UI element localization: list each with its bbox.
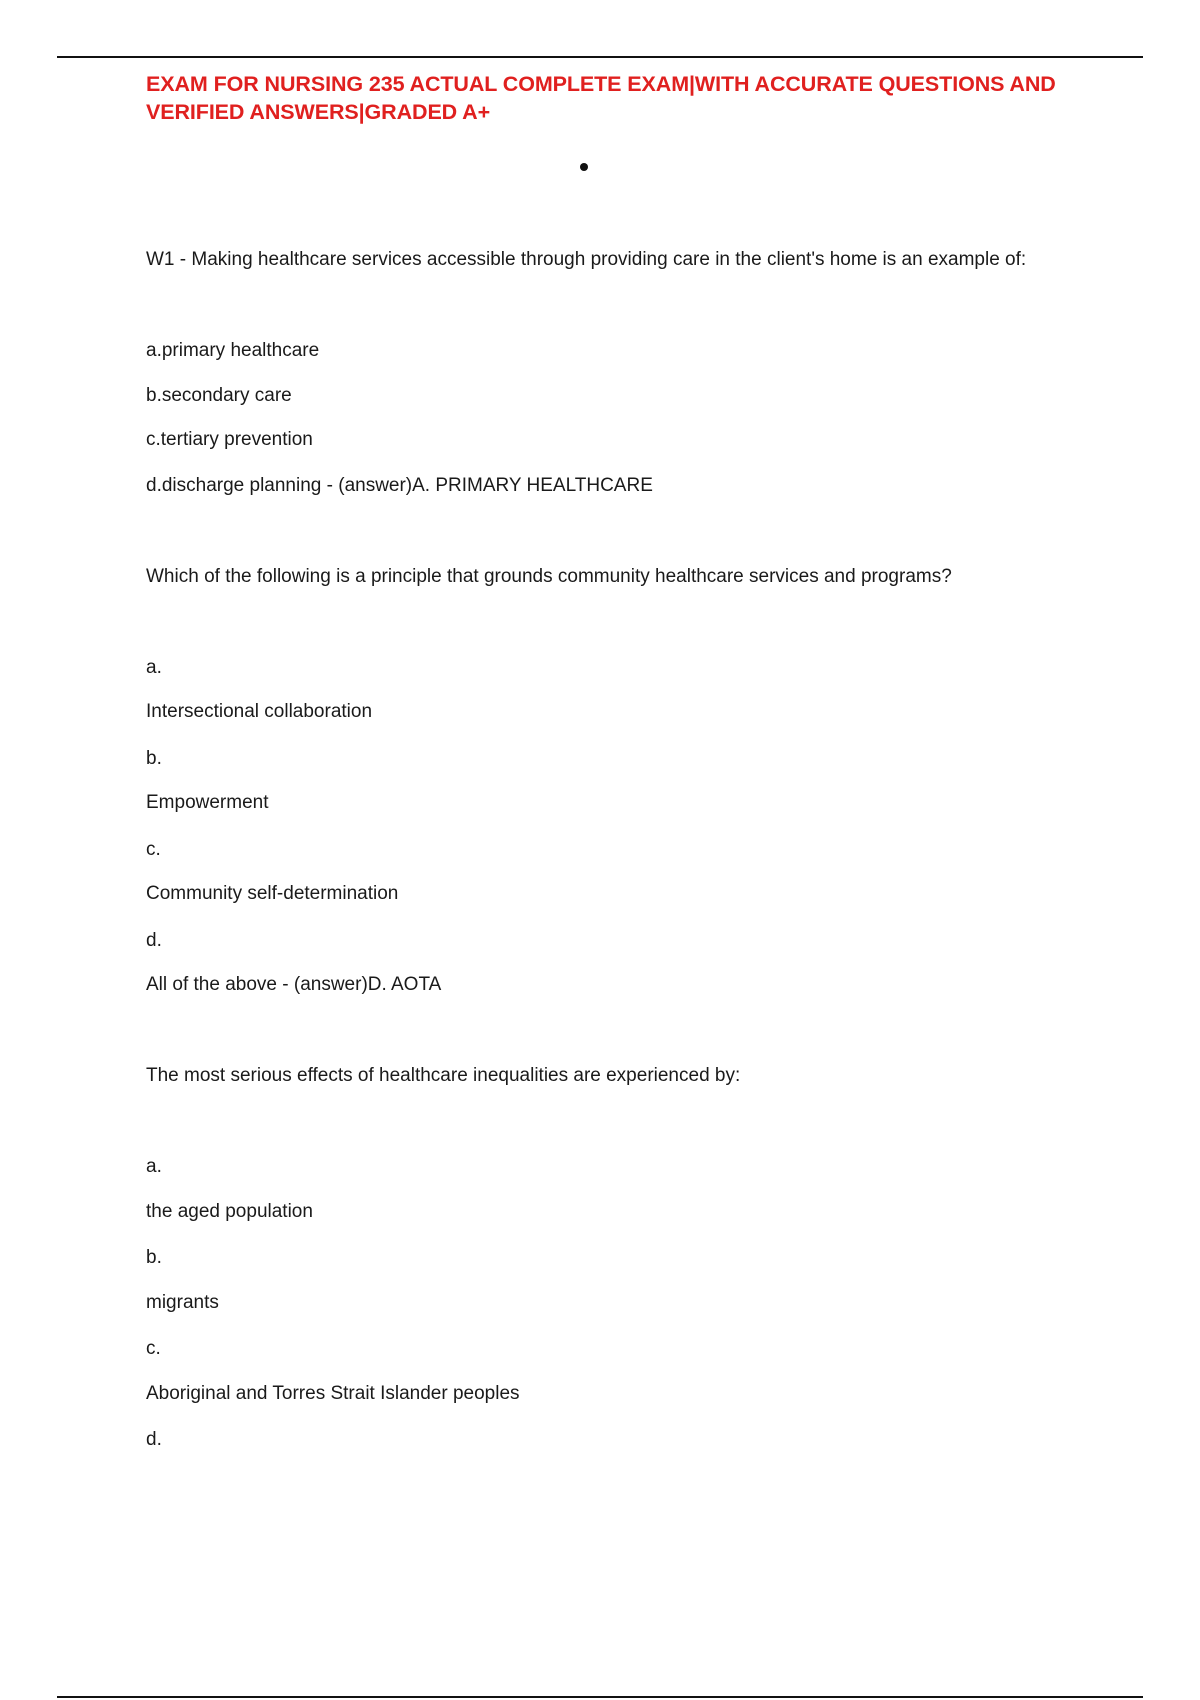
question-1-option-b: b.secondary care (146, 385, 292, 406)
question-3-option-a-letter: a. (146, 1156, 162, 1177)
question-3-text: The most serious effects of healthcare inequalities are experienced by: (146, 1065, 741, 1086)
question-2-text: Which of the following is a principle that grounds community healthcare services and programs? (146, 566, 952, 587)
question-2-option-a-text: Intersectional collaboration (146, 701, 373, 722)
question-3-option-a-text: the aged population (146, 1201, 313, 1222)
document-title (146, 70, 1086, 126)
question-3-option-d-letter: d. (146, 1429, 162, 1450)
title-line-2: VERIFIED ANSWERS|GRADED A+ (146, 100, 491, 124)
title-line-1: EXAM FOR NURSING 235 ACTUAL COMPLETE EXAM|WITH ACCURATE QUESTIONS AND (146, 72, 1056, 96)
bottom-rule (57, 1696, 1143, 1698)
question-2-option-a-letter: a. (146, 657, 162, 678)
question-3-option-b-text: migrants (146, 1292, 219, 1313)
question-3-option-c-letter: c. (146, 1338, 161, 1359)
top-rule (57, 56, 1143, 58)
document-header (146, 70, 1086, 126)
question-3-option-c-text: Aboriginal and Torres Strait Islander peoples (146, 1383, 520, 1404)
question-2-option-d-text: All of the above - (answer)D. AOTA (146, 974, 442, 995)
question-2-option-b-text: Empowerment (146, 792, 269, 813)
question-1-text: W1 - Making healthcare services accessible through providing care in the client's home is an example of: (146, 249, 1027, 270)
question-2-option-c-text: Community self-determination (146, 883, 399, 904)
question-1-option-d: d.discharge planning - (answer)A. PRIMARY HEALTHCARE (146, 475, 653, 496)
question-1-option-c: c.tertiary prevention (146, 429, 313, 450)
question-2-option-b-letter: b. (146, 748, 162, 769)
question-3-option-b-letter: b. (146, 1247, 162, 1268)
question-1-option-a: a.primary healthcare (146, 340, 320, 361)
question-2-option-c-letter: c. (146, 839, 161, 860)
bullet-point (580, 163, 588, 171)
question-2-option-d-letter: d. (146, 930, 162, 951)
